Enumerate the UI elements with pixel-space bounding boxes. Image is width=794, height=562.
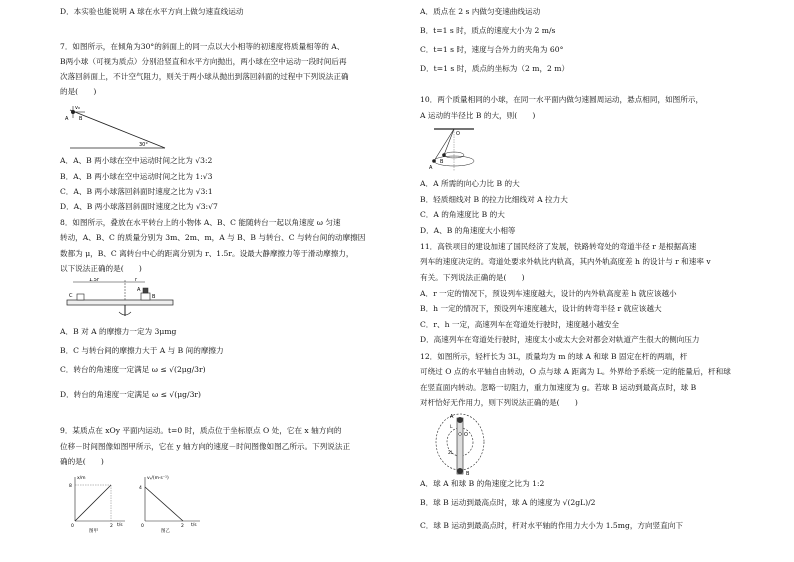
q7-incline-figure: [65, 104, 175, 152]
q10-line-2: A 运动的半径比 B 的大，则( ): [420, 111, 536, 120]
q7-option-b: B．A、B 两小球在空中运动时间之比为 1:√3: [60, 172, 213, 181]
q8-dist-label-1: 1.5r: [89, 278, 100, 283]
q11-option-b: B．h 一定的情况下，预设列车速度越大，设计的转弯半径 r 就应该越大: [420, 304, 662, 313]
q8-line-1: 8．如图所示，叠放在水平转台上的小物体 A、B、C 能随转台一起以角速度 ω 匀速: [60, 218, 341, 227]
q7-angle-label: 30°: [139, 142, 148, 148]
q10-conical-pendulum-figure: [428, 125, 498, 175]
q9-option-d: D．t=1 s 时，质点的坐标为（2 m，2 m）: [420, 64, 570, 73]
q12-option-a: A．球 A 和球 B 的角速度之比为 1:2: [420, 479, 545, 488]
q7-option-a: A．A、B 两小球在空中运动时间之比为 √3:2: [60, 156, 213, 165]
q9-option-c: C．t=1 s 时，速度与合外力的夹角为 60°: [420, 45, 564, 54]
q8-turntable-figure: [65, 278, 175, 320]
q11-line-2: 列车的速度决定的。弯道处要求外轨比内轨高，其内外轨高度差 h 的设计与 r 和速率 v: [420, 257, 711, 266]
q9-jia-tick-8: 8: [69, 484, 72, 489]
q10-a-label: A: [429, 165, 433, 171]
q9-graphs-figure: [65, 473, 215, 533]
q7-b-label: B: [79, 116, 83, 122]
q7-v0-label: v₀: [75, 105, 80, 111]
q9-graph-yi: [139, 475, 200, 533]
q11-line-3: 有关。下列说法正确的是( ): [420, 273, 525, 282]
q12-rod-figure: [430, 408, 490, 478]
q12-b-label: B: [466, 471, 470, 477]
q12-ball-b: [457, 468, 463, 474]
q12-2l-label: 2L: [448, 451, 454, 456]
q12-a-label: A: [450, 414, 454, 420]
q11-line-1: 11．高铁项目的建设加速了国民经济了发展，铁路转弯处的弯道半径 r 是根据高速: [420, 242, 697, 251]
q9-jia-xlabel: t/s: [117, 523, 123, 528]
q7-line-4: 的是( ): [60, 87, 97, 96]
q12-ball-a: [457, 417, 463, 423]
q12-line-4: 对杆恰好无作用力，则下列说法正确的是( ): [420, 398, 578, 407]
q7-option-c: C．A、B 两小球落回斜面时速度之比为 √3:1: [60, 187, 213, 196]
q8-line-4: 以下说法正确的是( ): [60, 264, 142, 273]
q10-option-d: D．A、B 的角速度大小相等: [420, 226, 516, 235]
q9-yi-xlabel: t/s: [191, 523, 197, 528]
q6-option-d: D．本实验也能说明 A 球在水平方向上做匀速直线运动: [60, 7, 244, 16]
q8-c-label: C: [69, 293, 73, 299]
q8-block-a: [143, 288, 148, 293]
q12-l-label: L: [450, 425, 453, 430]
q9-yi-tick-2: 2: [181, 524, 184, 529]
q9-option-b: B．t=1 s 时，质点的速度大小为 2 m/s: [420, 26, 556, 35]
q9-graph-jia: [69, 475, 125, 533]
q8-option-c: C．转台的角速度一定满足 ω ≤ √(2μg/3r): [60, 365, 206, 374]
q7-option-d: D．A、B 两小球落回斜面时速度之比为 √3:√7: [60, 202, 218, 211]
q8-block-b: [141, 293, 150, 300]
q9-jia-tick-0: 0: [71, 524, 74, 529]
q7-line-3: 次落回斜面上，不计空气阻力，则关于两小球从抛出到落回斜面的过程中下列说法正确: [60, 72, 349, 81]
q10-b-label: B: [440, 159, 444, 165]
q10-option-a: A．A 所需的向心力比 B 的大: [420, 179, 520, 188]
q9-yi-caption: 图乙: [161, 529, 170, 533]
q8-line-3: 数都为 μ，B、C 离转台中心的距离分别为 r、1.5r。设最大静摩擦力等于滑动摩擦力，: [60, 249, 354, 258]
q12-pivot: [459, 433, 462, 436]
q9-yi-tick-4: 4: [139, 486, 142, 491]
q9-option-a: A．质点在 2 s 内做匀变速曲线运动: [420, 7, 541, 16]
q12-line-2: 可绕过 O 点的水平轴自由转动，O 点与球 A 距离为 L。外界给予系统一定的能量后，杆和球: [420, 367, 731, 376]
q8-dist-label-2: r: [135, 278, 138, 283]
q8-option-a: A．B 对 A 的摩擦力一定为 3μmg: [60, 327, 177, 336]
q7-a-label: A: [65, 116, 69, 122]
q11-option-a: A．r 一定的情况下，预设列车速度越大，设计的内外轨高度差 h 就应该越小: [420, 289, 677, 298]
q9-line-3: 确的是( ): [60, 457, 104, 466]
q9-jia-caption: 图甲: [89, 529, 98, 533]
q11-option-d: D．高速列车在弯道处行驶时，速度太小或太大会对都会对轨道产生很大的侧向压力: [420, 335, 700, 344]
q12-line-1: 12．如图所示，轻杆长为 3L，质量均为 m 的球 A 和球 B 固定在杆的两端，杆: [420, 352, 688, 361]
q10-option-c: C．A 的角速度比 B 的大: [420, 210, 505, 219]
q7-line-2: B两小球（可视为质点）分别沿竖直和水平方向抛出，两小球在空中运动一段时间后再: [60, 57, 347, 66]
q8-option-d: D．转台的角速度一定满足 ω ≤ √(μg/3r): [60, 390, 201, 399]
q9-line-1: 9．某质点在 xOy 平面内运动。t=0 时，质点位于坐标原点 O 处，它在 x 轴方向的: [60, 426, 342, 435]
q12-line-3: 在竖直面内转动。忽略一切阻力，重力加速度为 g。若球 B 运动到最高点时，球 B: [420, 383, 697, 392]
q9-line-2: 位移－时间图像如图甲所示，它在 y 轴方向的速度－时间图像如图乙所示。下列说法正: [60, 442, 351, 451]
q9-jia-ylabel: x/m: [77, 476, 86, 481]
q8-option-b: B．C 与转台间的摩擦力大于 A 与 B 间的摩擦力: [60, 346, 224, 355]
q9-yi-ylabel: vᵧ/(m·s⁻¹): [147, 476, 169, 481]
q9-yi-tick-0: 0: [141, 524, 144, 529]
q8-a-label: A: [137, 287, 141, 293]
q11-option-c: C．r、h 一定，高速列车在弯道处行驶时，速度越小越安全: [420, 320, 619, 329]
q7-line-1: 7．如图所示，在倾角为30°的斜面上的同一点以大小相等的初速度将质量相等的 A、: [60, 42, 345, 51]
q10-option-b: B．轻质细线对 B 的拉力比细线对 A 拉力大: [420, 195, 568, 204]
q12-rod: [457, 418, 463, 474]
q12-option-b: B．球 B 运动到最高点时，球 A 的速度为 √(2gL)/2: [420, 498, 596, 507]
q9-jia-tick-2: 2: [110, 524, 113, 529]
q12-option-c: C．球 B 运动到最高点时，杆对水平轴的作用力大小为 1.5mg，方向竖直向下: [420, 521, 683, 530]
q8-block-c: [77, 294, 84, 300]
q8-b-label: B: [152, 294, 156, 300]
q10-line-1: 10．两个质量相同的小球，在同一水平面内做匀速圆周运动，悬点相同，如图所示，: [420, 95, 704, 104]
q8-line-2: 转动，A、B、C 的质量分别为 3m、2m、m，A 与 B、B 与转台、C 与转台间的动摩擦因: [60, 233, 366, 242]
q12-o-label: O: [464, 432, 468, 438]
q10-o-label: O: [456, 131, 460, 137]
